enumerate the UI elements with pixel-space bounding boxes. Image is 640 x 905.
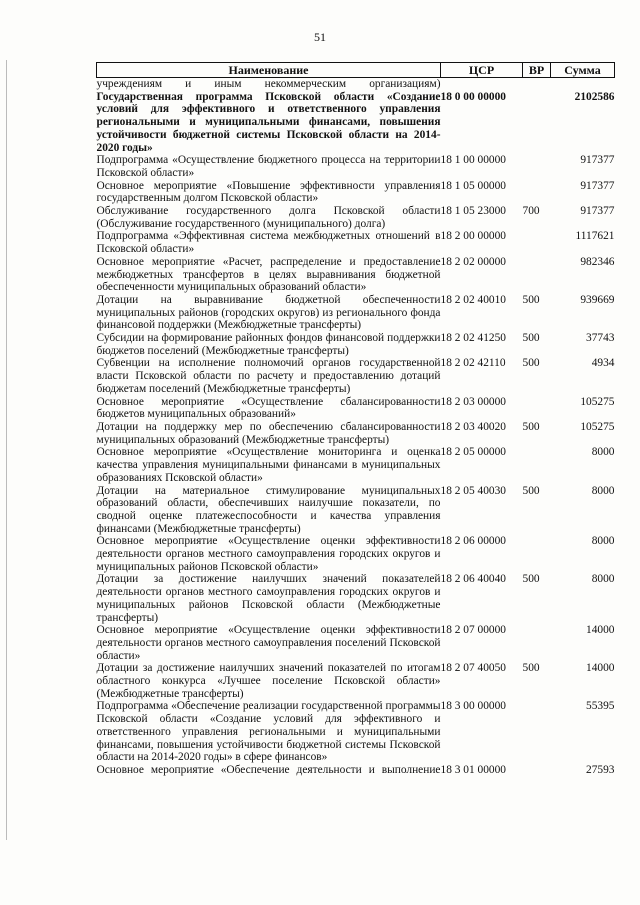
row-csr: 18 2 03 40020 [440, 420, 506, 433]
row-vr [523, 446, 551, 484]
row-csr: 18 1 05 00000 [440, 179, 506, 192]
row-csr: 18 2 02 00000 [440, 255, 506, 268]
row-sum: 8000 [591, 573, 615, 586]
table-row [97, 764, 615, 777]
row-csr: 18 3 01 00000 [440, 763, 506, 776]
table-row [97, 205, 615, 230]
table-row [97, 700, 615, 764]
row-name: Государственная программа Псковской области «Создание условий для эффективного и ответственного управления региональными и муниципальными финансами, повышения устойчивости бюджетной системы Псковской области на 2014-2020 годы» [96, 90, 441, 154]
table-row [97, 294, 615, 332]
row-csr: 18 2 07 40050 [440, 662, 506, 675]
row-sum: 8000 [591, 535, 615, 548]
row-vr [523, 230, 551, 255]
row-csr: 18 2 05 00000 [440, 446, 506, 459]
row-vr: 500 [522, 357, 540, 370]
table-row [97, 485, 615, 536]
table-row [97, 573, 615, 624]
row-sum [551, 78, 615, 91]
table-row [97, 332, 615, 357]
row-sum: 917377 [580, 205, 615, 218]
row-sum: 14000 [586, 624, 615, 637]
margin-mark [6, 60, 7, 840]
row-sum: 37743 [586, 332, 615, 345]
budget-table-container [96, 62, 614, 777]
table-row [97, 154, 615, 179]
header-vr: ВР [523, 63, 551, 78]
row-sum: 105275 [580, 420, 615, 433]
table-row [97, 535, 615, 573]
row-vr [523, 396, 551, 421]
row-csr [441, 78, 523, 91]
row-name: Основное мероприятие «Осуществление сбалансированности бюджетов муниципальных образований» [96, 395, 441, 421]
row-csr: 18 1 00 00000 [440, 154, 506, 167]
row-sum: 917377 [580, 154, 615, 167]
row-vr [523, 91, 551, 155]
row-csr: 18 2 02 42110 [440, 357, 506, 370]
row-vr: 500 [522, 662, 540, 675]
row-sum: 8000 [591, 484, 615, 497]
row-vr [523, 764, 551, 777]
row-name: Подпрограмма «Обеспечение реализации государственной программы Псковской области «Создание условий для эффективного и ответственного управления региональными и муниципальными финансами, повышения устойчивости бюджетной системы Псковской области на 2014-2020 годы» в сфере финансов» [96, 700, 441, 764]
row-csr: 18 2 02 41250 [440, 332, 506, 345]
row-csr: 18 2 06 40040 [440, 573, 506, 586]
row-sum: 982346 [580, 255, 615, 268]
row-csr: 18 1 05 23000 [440, 205, 506, 218]
row-sum: 4934 [591, 357, 615, 370]
row-vr [523, 78, 551, 91]
row-name: Дотации за достижение наилучших значений показателей по итогам областного конкурса «Лучшее поселение Псковской области» (Межбюджетные трансферты) [96, 662, 441, 700]
header-csr: ЦСР [441, 63, 523, 78]
row-vr [523, 154, 551, 179]
row-csr: 18 2 06 00000 [440, 535, 506, 548]
row-csr: 18 0 00 00000 [440, 90, 506, 103]
row-vr: 500 [522, 420, 540, 433]
row-vr: 500 [522, 293, 540, 306]
row-vr [523, 180, 551, 205]
row-sum: 27593 [586, 763, 615, 776]
table-row [97, 421, 615, 446]
row-name: Основное мероприятие «Осуществление мониторинга и оценка качества управления муниципальными финансами в муниципальных образованиях Псковской области» [96, 446, 441, 484]
row-sum: 917377 [580, 179, 615, 192]
table-row [97, 180, 615, 205]
row-name: Основное мероприятие «Обеспечение деятельности и выполнение [96, 763, 441, 776]
row-csr: 18 2 05 40030 [440, 484, 506, 497]
row-name: Дотации на поддержку мер по обеспечению сбалансированности муниципальных образований (Межбюджетные трансферты) [96, 420, 441, 446]
row-sum: 1117621 [575, 230, 615, 243]
header-sum: Сумма [551, 63, 615, 78]
table-row [97, 624, 615, 662]
table-row [97, 78, 615, 91]
row-name: Субвенции на исполнение полномочий органов государственной власти Псковской области по расчету и предоставлению дотаций бюджетам поселений (Межбюджетные трансферты) [96, 357, 441, 395]
row-name: Дотации на выравнивание бюджетной обеспеченности муниципальных районов (городских округов) из регионального фонда финансовой поддержки (Межбюджетные трансферты) [96, 293, 441, 332]
table-row [97, 662, 615, 700]
row-name: Субсидии на формирование районных фондов финансовой поддержки бюджетов поселений (Межбюджетные трансферты) [96, 332, 441, 357]
row-name: Подпрограмма «Осуществление бюджетного процесса на территории Псковской области» [96, 154, 441, 179]
row-csr: 18 2 03 00000 [440, 395, 506, 408]
row-csr: 18 2 07 00000 [440, 624, 506, 637]
row-sum: 105275 [580, 395, 615, 408]
header-name: Наименование [97, 63, 441, 78]
row-vr [523, 700, 551, 764]
row-vr: 500 [522, 573, 540, 586]
row-sum: 939669 [580, 293, 615, 306]
table-body [97, 78, 615, 777]
row-vr: 700 [522, 205, 540, 218]
row-sum: 55395 [586, 700, 615, 713]
table-row [97, 446, 615, 484]
table-row [97, 396, 615, 421]
row-name: Дотации за достижение наилучших значений показателей деятельности органов местного самоуправления городских округов и муниципальных районов Псковской области (Межбюджетные трансферты) [96, 573, 441, 624]
row-name: Дотации на материальное стимулирование муниципальных образований области, обеспечивших наилучшие показатели, по сводной оценке платежеспособности и качества управления финансами (Межбюджетные трансферты) [96, 484, 441, 535]
table-row [97, 256, 615, 294]
row-vr [523, 535, 551, 573]
row-name: Основное мероприятие «Осуществление оценки эффективности деятельности органов местного самоуправления городских округов и муниципальных районов Псковской области» [96, 535, 441, 573]
row-vr: 500 [522, 484, 540, 497]
row-vr [523, 256, 551, 294]
row-vr: 500 [522, 332, 540, 345]
table-row [97, 357, 615, 395]
row-csr: 18 2 00 00000 [440, 230, 506, 243]
row-name: Обслуживание государственного долга Псковской области (Обслуживание государственного (муниципального) долга) [96, 205, 441, 230]
table-row [97, 230, 615, 255]
row-name: Основное мероприятие «Расчет, распределение и предоставление межбюджетных трансфертов в целях выравнивания бюджетной обеспеченности муниципальных образований области» [96, 255, 441, 294]
row-name: Подпрограмма «Эффективная система межбюджетных отношений в Псковской области» [96, 230, 441, 256]
row-sum: 2102586 [574, 90, 615, 103]
budget-table [96, 62, 615, 777]
row-sum: 14000 [586, 662, 615, 675]
row-csr: 18 3 00 00000 [440, 700, 506, 713]
row-sum: 8000 [591, 446, 615, 459]
row-csr: 18 2 02 40010 [440, 293, 506, 306]
row-name: Основное мероприятие «Повышение эффективности управления государственным долгом Псковской области» [96, 179, 441, 205]
table-row [97, 91, 615, 155]
row-vr [523, 624, 551, 662]
row-name: учреждениям и иным некоммерческим организациям) [96, 78, 441, 90]
table-header-row [97, 63, 615, 78]
row-name: Основное мероприятие «Осуществление оценки эффективности деятельности органов местного самоуправления поселений Псковской области» [96, 624, 441, 662]
page-number: 51 [314, 30, 326, 44]
